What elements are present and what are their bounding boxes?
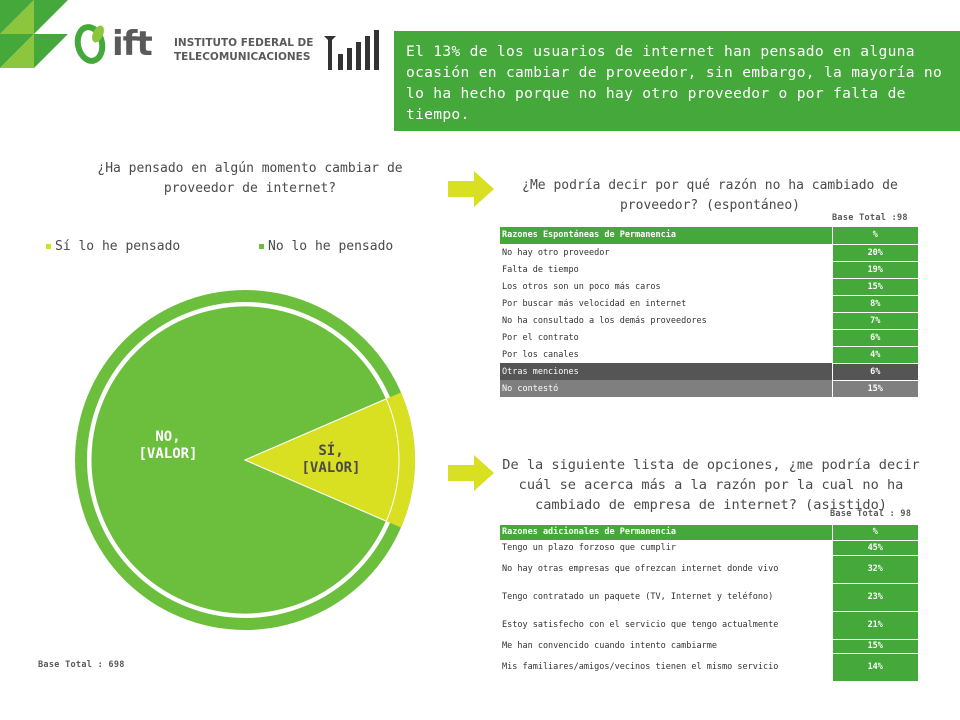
- legend-item-yes: [46, 239, 180, 254]
- table-header-row: [500, 525, 918, 540]
- table2-question: De la siguiente lista de opciones, ¿me podría decir cuál se acerca más a la razón por la cual no ha cambiado de empresa de internet? (asistido): [502, 457, 920, 513]
- table-cell-pct: 7%: [832, 312, 918, 329]
- signal-antenna-icon: [322, 28, 384, 72]
- table-row: [500, 363, 918, 380]
- table-row: [500, 329, 918, 346]
- table-cell-label: Mis familiares/amigos/vecinos tienen el mismo servicio: [502, 662, 779, 672]
- pie-question: ¿Ha pensado en algún momento cambiar de proveedor de internet?: [97, 161, 403, 196]
- table-cell-label: Por buscar más velocidad en internet: [502, 298, 687, 309]
- table-row: [500, 346, 918, 363]
- table-cell-label: Por los canales: [502, 349, 579, 360]
- table1-question: ¿Me podría decir por qué razón no ha cambiado de proveedor? (espontáneo): [522, 178, 898, 213]
- table-cell-pct: 23%: [832, 583, 918, 611]
- pie-label-no: NO, [VALOR]: [138, 429, 198, 462]
- table-cell-label: No ha consultado a los demás proveedores: [502, 315, 707, 326]
- legend-label-no: No lo he pensado: [268, 239, 394, 254]
- legend-label-yes: Sí lo he pensado: [55, 239, 181, 254]
- table-row: [500, 639, 918, 653]
- table-header-pct: %: [832, 525, 918, 540]
- table-row: [500, 380, 918, 397]
- table-cell-pct: 6%: [832, 329, 918, 346]
- logo-text: ift: [112, 24, 152, 64]
- table-cell-pct: 21%: [832, 611, 918, 639]
- pie-base-total: Base Total : 698: [38, 660, 125, 670]
- table-row: [500, 583, 918, 611]
- table-cell-pct: 19%: [832, 261, 918, 278]
- ift-leaf-icon: [74, 20, 112, 64]
- pie-label-yes: SÍ, [VALOR]: [301, 443, 361, 476]
- table-cell-pct: 14%: [832, 653, 918, 681]
- table-cell-label: Tengo contratado un paquete (TV, Internet y teléfono): [502, 592, 774, 602]
- legend-swatch-yes: [46, 244, 51, 249]
- table-cell-label: No hay otro proveedor: [502, 247, 610, 258]
- org-name-line2: TELECOMUNICACIONES: [174, 51, 311, 63]
- ift-logo: [74, 20, 314, 68]
- legend-item-no: [259, 239, 393, 254]
- table-row: [500, 540, 918, 555]
- table-row: [500, 295, 918, 312]
- table-cell-label: No hay otras empresas que ofrezcan internet donde vivo: [502, 564, 779, 574]
- table-cell-label: Tengo un plazo forzoso que cumplir: [502, 542, 676, 553]
- table-header-label: Razones Espontáneas de Permanencia: [500, 227, 832, 244]
- additional-reasons-table: [500, 525, 918, 682]
- table-cell-label: Falta de tiempo: [502, 264, 579, 275]
- table2-base-total: Base Total : 98: [830, 509, 912, 519]
- table-cell-pct: 8%: [832, 295, 918, 312]
- table-cell-label: Los otros son un poco más caros: [502, 281, 661, 292]
- table-cell-label: Por el contrato: [502, 332, 579, 343]
- table-cell-pct: 20%: [832, 244, 918, 261]
- table-header-pct: %: [832, 227, 918, 244]
- table-row: [500, 244, 918, 261]
- table-header-row: [500, 227, 918, 244]
- table-row: [500, 555, 918, 583]
- table-cell-pct: 4%: [832, 346, 918, 363]
- spontaneous-reasons-table: [500, 227, 918, 398]
- org-name-line1: INSTITUTO FEDERAL DE: [174, 37, 314, 49]
- table-cell-pct: 15%: [832, 278, 918, 295]
- table-cell-pct: 6%: [832, 363, 918, 380]
- corner-decoration: [0, 0, 70, 70]
- arrow-right-icon: [448, 455, 494, 491]
- table-row: [500, 312, 918, 329]
- table-cell-label: Estoy satisfecho con el servicio que tengo actualmente: [502, 620, 779, 630]
- legend-swatch-no: [259, 244, 264, 249]
- table-cell-label: Me han convencido cuando intento cambiarme: [502, 641, 717, 651]
- table-row: [500, 278, 918, 295]
- table-row: [500, 653, 918, 681]
- table-cell-pct: 15%: [832, 380, 918, 397]
- table-cell-pct: 45%: [832, 540, 918, 555]
- table-row: [500, 261, 918, 278]
- table-cell-label: No contestó: [500, 380, 832, 397]
- table-cell-pct: 32%: [832, 555, 918, 583]
- pie-chart: [70, 285, 420, 635]
- table-cell-pct: 15%: [832, 639, 918, 653]
- table-row: [500, 611, 918, 639]
- table-header-label: Razones adicionales de Permanencia: [500, 525, 832, 540]
- arrow-right-icon: [448, 171, 494, 207]
- table-cell-label: Otras menciones: [500, 363, 832, 380]
- table1-base-total: Base Total :98: [832, 213, 908, 223]
- summary-box: El 13% de los usuarios de internet han pensado en alguna ocasión en cambiar de proveedor, sin embargo, la mayoría no lo ha hecho porque no hay otro proveedor o por falta de tiempo.: [394, 31, 960, 131]
